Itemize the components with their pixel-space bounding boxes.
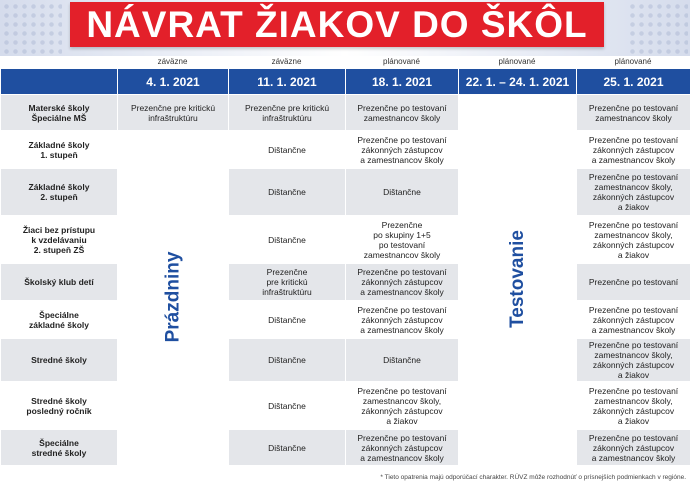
label-line: 1. stupeň: [40, 149, 78, 160]
cell-line: a žiakov: [617, 370, 650, 380]
cell-line: Prezenčne po testovaní: [588, 340, 679, 350]
cell-line: zamestnancov školy: [595, 112, 672, 123]
decorative-dots-left: [2, 2, 62, 54]
cell-line: a zamestnancov školy: [360, 324, 444, 335]
label-line: Žiaci bez prístupu: [22, 224, 96, 235]
cell-line: zákonných zástupcov: [361, 405, 443, 416]
cell-line: po skupiny 1+5: [373, 229, 431, 240]
cell-line: Dištančne: [268, 400, 306, 411]
cell-line: Dištančne: [268, 355, 306, 365]
cell-line: infraštruktúru: [148, 112, 198, 123]
label-line: 2. stupeň ZŠ: [33, 244, 85, 255]
school-type-label: [1, 131, 118, 169]
cell-line: infraštruktúru: [262, 287, 312, 297]
school-type-label: [1, 301, 118, 339]
schedule-cell: [229, 131, 346, 169]
schedule-cell: [346, 339, 459, 382]
cell-line: Prezenčne pre kritickú: [130, 102, 216, 113]
cell-line: zamestnancov školy: [363, 249, 441, 260]
page-title: NÁVRAT ŽIAKOV DO ŠKÔL: [70, 2, 604, 47]
schedule-cell: [577, 264, 690, 301]
label-line: k vzdelávaniu: [31, 234, 87, 245]
cell-line: Dištančne: [268, 442, 306, 453]
cell-line: Prezenčne: [381, 219, 423, 230]
cell-line: a zamestnancov školy: [360, 452, 444, 463]
status-label: plánované: [383, 57, 420, 66]
cell-line: Dištančne: [268, 187, 306, 197]
date-header: 18. 1. 2021: [346, 69, 459, 95]
cell-line: Prezenčne: [266, 267, 308, 277]
date-header: 25. 1. 2021: [577, 69, 690, 95]
schedule-cell: [346, 216, 459, 264]
footnote: * Tieto opatrenia majú odporúčací charakter. RÚVZ môže rozhodnúť o prísnejších podmienkach v regióne.: [380, 474, 686, 481]
cell-line: Prezenčne po testovaní: [357, 385, 447, 396]
schedule-cell: [229, 216, 346, 264]
cell-line: a žiakov: [617, 202, 650, 212]
cell-line: Prezenčne po testovaní: [588, 172, 679, 182]
cell-line: zamestnancov školy,: [594, 395, 673, 406]
holidays-merged-cell: [118, 131, 229, 466]
schedule-cell: [577, 430, 690, 466]
label-line: Špeciálne: [39, 309, 79, 320]
cell-line: a žiakov: [386, 415, 418, 426]
schedule-cell: [229, 382, 346, 430]
cell-line: a žiakov: [617, 415, 650, 426]
label-line: Stredné školy: [31, 395, 87, 406]
label-line: Stredné školy: [31, 355, 87, 365]
schedule-cell: [229, 95, 346, 131]
label-line: Základné školy: [28, 139, 90, 150]
schedule-cell: [346, 131, 459, 169]
cell-line: zamestnancov školy,: [362, 395, 442, 406]
cell-line: zákonných zástupcov: [592, 442, 675, 453]
schedule-cell: [346, 95, 459, 131]
label-line: posledný ročník: [26, 405, 92, 416]
schedule-cell: [577, 169, 690, 216]
date-header-row: [1, 69, 690, 95]
schedule-cell: [229, 169, 346, 216]
school-type-label: [1, 339, 118, 382]
date-header: 11. 1. 2021: [229, 69, 346, 95]
holidays-label: Prázdniny: [162, 251, 183, 343]
cell-line: Prezenčne po testovaní: [588, 219, 679, 230]
cell-line: po testovaní: [378, 239, 426, 250]
schedule-table: [0, 68, 690, 466]
schedule-cell: [577, 131, 690, 169]
label-line: 2. stupeň: [40, 192, 78, 202]
label-line: Základné školy: [28, 182, 90, 192]
testing-merged-cell: [459, 95, 577, 466]
cell-line: Dištančne: [383, 355, 421, 365]
cell-line: Prezenčne po testovaní: [588, 102, 679, 113]
schedule-cell: [577, 382, 690, 430]
cell-line: Prezenčne po testovaní: [588, 277, 679, 287]
schedule-cell: [346, 301, 459, 339]
table-row: [1, 430, 690, 466]
cell-line: a zamestnancov školy: [591, 324, 676, 335]
school-type-label: [1, 382, 118, 430]
school-type-label: [1, 169, 118, 216]
schedule-cell: [577, 216, 690, 264]
schedule-cell: [346, 264, 459, 301]
cell-line: Dištančne: [268, 144, 306, 155]
cell-line: a zamestnancov školy: [591, 154, 676, 165]
date-header: 4. 1. 2021: [118, 69, 229, 95]
cell-line: a žiakov: [617, 249, 650, 260]
cell-line: Prezenčne po testovaní: [588, 432, 679, 443]
header-corner: [1, 69, 118, 95]
cell-line: zákonných zástupcov: [592, 144, 675, 155]
cell-line: Prezenčne po testovaní: [357, 267, 447, 277]
schedule-cell: [577, 339, 690, 382]
schedule-cell: [229, 339, 346, 382]
cell-line: infraštruktúru: [262, 112, 312, 123]
table-row: [1, 339, 690, 382]
label-line: Materské školy: [28, 102, 90, 113]
school-type-label: [1, 430, 118, 466]
label-line: stredné školy: [31, 447, 87, 458]
cell-line: Prezenčne po testovaní: [357, 102, 447, 113]
cell-line: Prezenčne po testovaní: [588, 304, 679, 315]
cell-line: zamestnancov školy,: [594, 229, 673, 240]
cell-line: Dištančne: [268, 314, 306, 325]
cell-line: Prezenčne po testovaní: [357, 304, 447, 315]
schedule-cell: [118, 95, 229, 131]
table-row: [1, 169, 690, 216]
cell-line: zákonných zástupcov: [592, 239, 675, 250]
schedule-cell: [346, 430, 459, 466]
table-row: [1, 301, 690, 339]
schedule-cell: [229, 301, 346, 339]
cell-line: Prezenčne po testovaní: [588, 134, 679, 145]
cell-line: zákonných zástupcov: [361, 442, 443, 453]
schedule-cell: [229, 430, 346, 466]
cell-line: zamestnancov školy,: [594, 350, 673, 360]
cell-line: zákonných zástupcov: [361, 144, 443, 155]
table-row: [1, 264, 690, 301]
cell-line: a zamestnancov školy: [360, 287, 444, 297]
cell-line: Dištančne: [383, 187, 421, 197]
school-type-label: [1, 216, 118, 264]
cell-line: a zamestnancov školy: [360, 154, 444, 165]
table-row: [1, 382, 690, 430]
cell-line: zákonných zástupcov: [592, 192, 675, 202]
label-line: Špeciálne MŠ: [31, 112, 87, 123]
school-type-label: [1, 264, 118, 301]
cell-line: Prezenčne po testovaní: [588, 385, 679, 396]
label-line: Školský klub detí: [24, 277, 94, 287]
cell-line: zákonných zástupcov: [361, 277, 443, 287]
cell-line: pre kritickú: [266, 277, 308, 287]
cell-line: a zamestnancov školy: [591, 452, 676, 463]
table-row: [1, 216, 690, 264]
cell-line: Prezenčne po testovaní: [357, 134, 447, 145]
decorative-dots-right: [628, 2, 688, 54]
status-label: plánované: [498, 57, 536, 66]
schedule-cell: [346, 382, 459, 430]
cell-line: zamestnancov školy: [363, 112, 441, 123]
schedule-cell: [577, 95, 690, 131]
date-header: 22. 1. – 24. 1. 2021: [459, 69, 577, 95]
schedule-cell: [229, 264, 346, 301]
testing-label: Testovanie: [506, 230, 528, 328]
cell-line: zákonných zástupcov: [592, 360, 675, 370]
label-line: Špeciálne: [39, 437, 79, 448]
status-label: záväzne: [157, 57, 188, 66]
cell-line: Prezenčne po testovaní: [357, 432, 447, 443]
cell-line: zákonných zástupcov: [592, 405, 675, 416]
status-label: plánované: [614, 57, 652, 66]
table-row: [1, 131, 690, 169]
cell-line: Dištančne: [268, 234, 306, 245]
schedule-cell: [577, 301, 690, 339]
schedule-cell: [346, 169, 459, 216]
cell-line: Prezenčne pre kritickú: [244, 102, 330, 113]
table-row: [1, 95, 690, 131]
cell-line: zákonných zástupcov: [592, 314, 675, 325]
status-label: záväzne: [271, 57, 302, 66]
school-type-label: [1, 95, 118, 131]
cell-line: zamestnancov školy,: [594, 182, 673, 192]
cell-line: zákonných zástupcov: [361, 314, 443, 325]
label-line: základné školy: [28, 319, 89, 330]
